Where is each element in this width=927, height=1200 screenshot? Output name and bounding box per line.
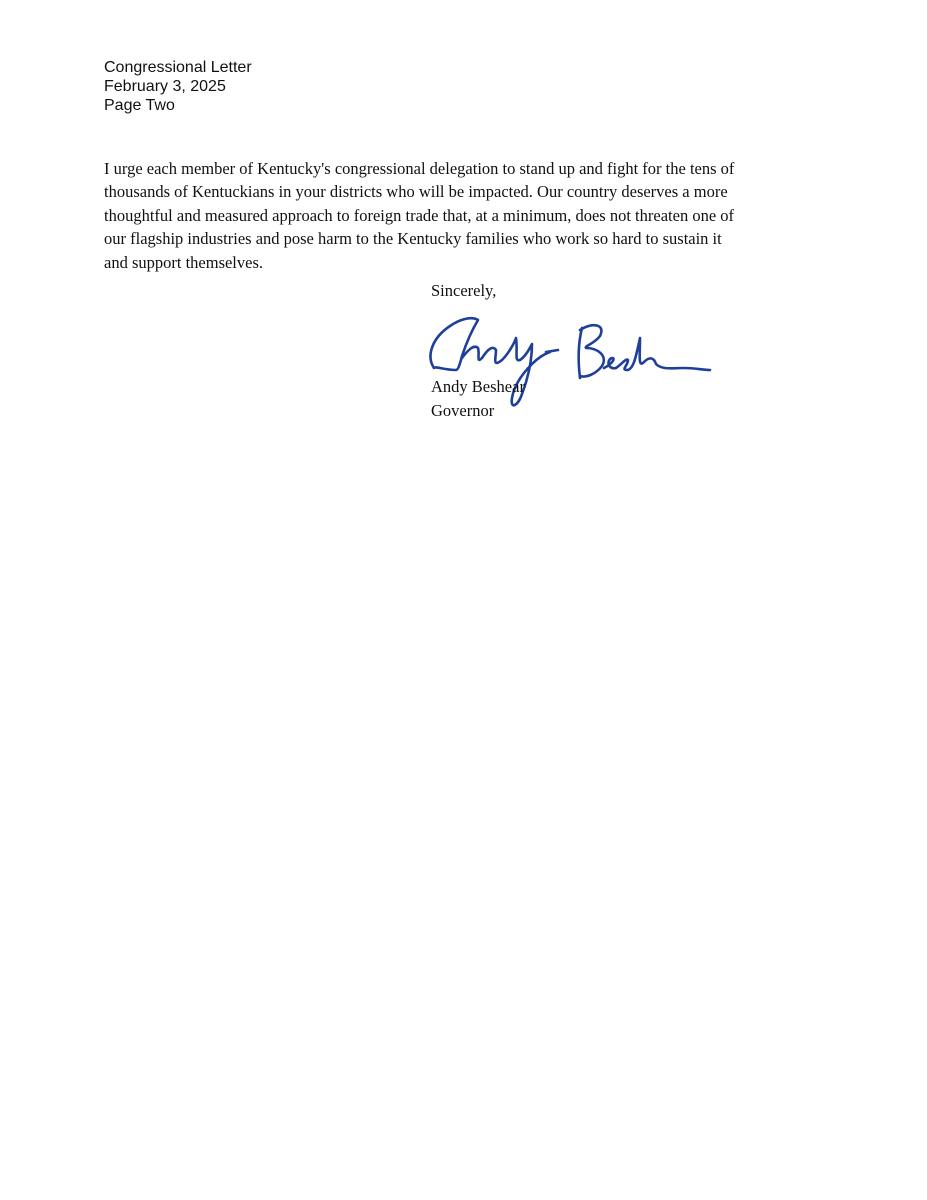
signature-stroke [546,350,558,352]
handwritten-signature [422,308,722,416]
body-line: and support themselves. [104,252,264,272]
header-page-number: Page Two [104,97,175,114]
letter-header [104,58,252,115]
signature-stroke [579,325,604,378]
signer-name: Andy Beshear [431,377,525,396]
signature-stroke [604,338,710,370]
closing-salutation: Sincerely, [431,281,497,300]
body-line: thoughtful and measured approach to foreign trade that, at a minimum, does not threaten one of [104,205,735,225]
header-date: February 3, 2025 [104,78,226,95]
signature-stroke [431,318,478,370]
body-line: thousands of Kentuckians in your districts who will be impacted. Our country deserves a more [104,182,728,202]
body-line: I urge each member of Kentucky's congressional delegation to stand up and fight for the tens of [104,159,735,178]
body-line: our flagship industries and pose harm to the Kentucky families who work so hard to sustain it [104,229,722,249]
header-letter-type: Congressional Letter [104,59,252,76]
letter-body-paragraph [104,157,824,274]
signer-title: Governor [431,401,495,420]
